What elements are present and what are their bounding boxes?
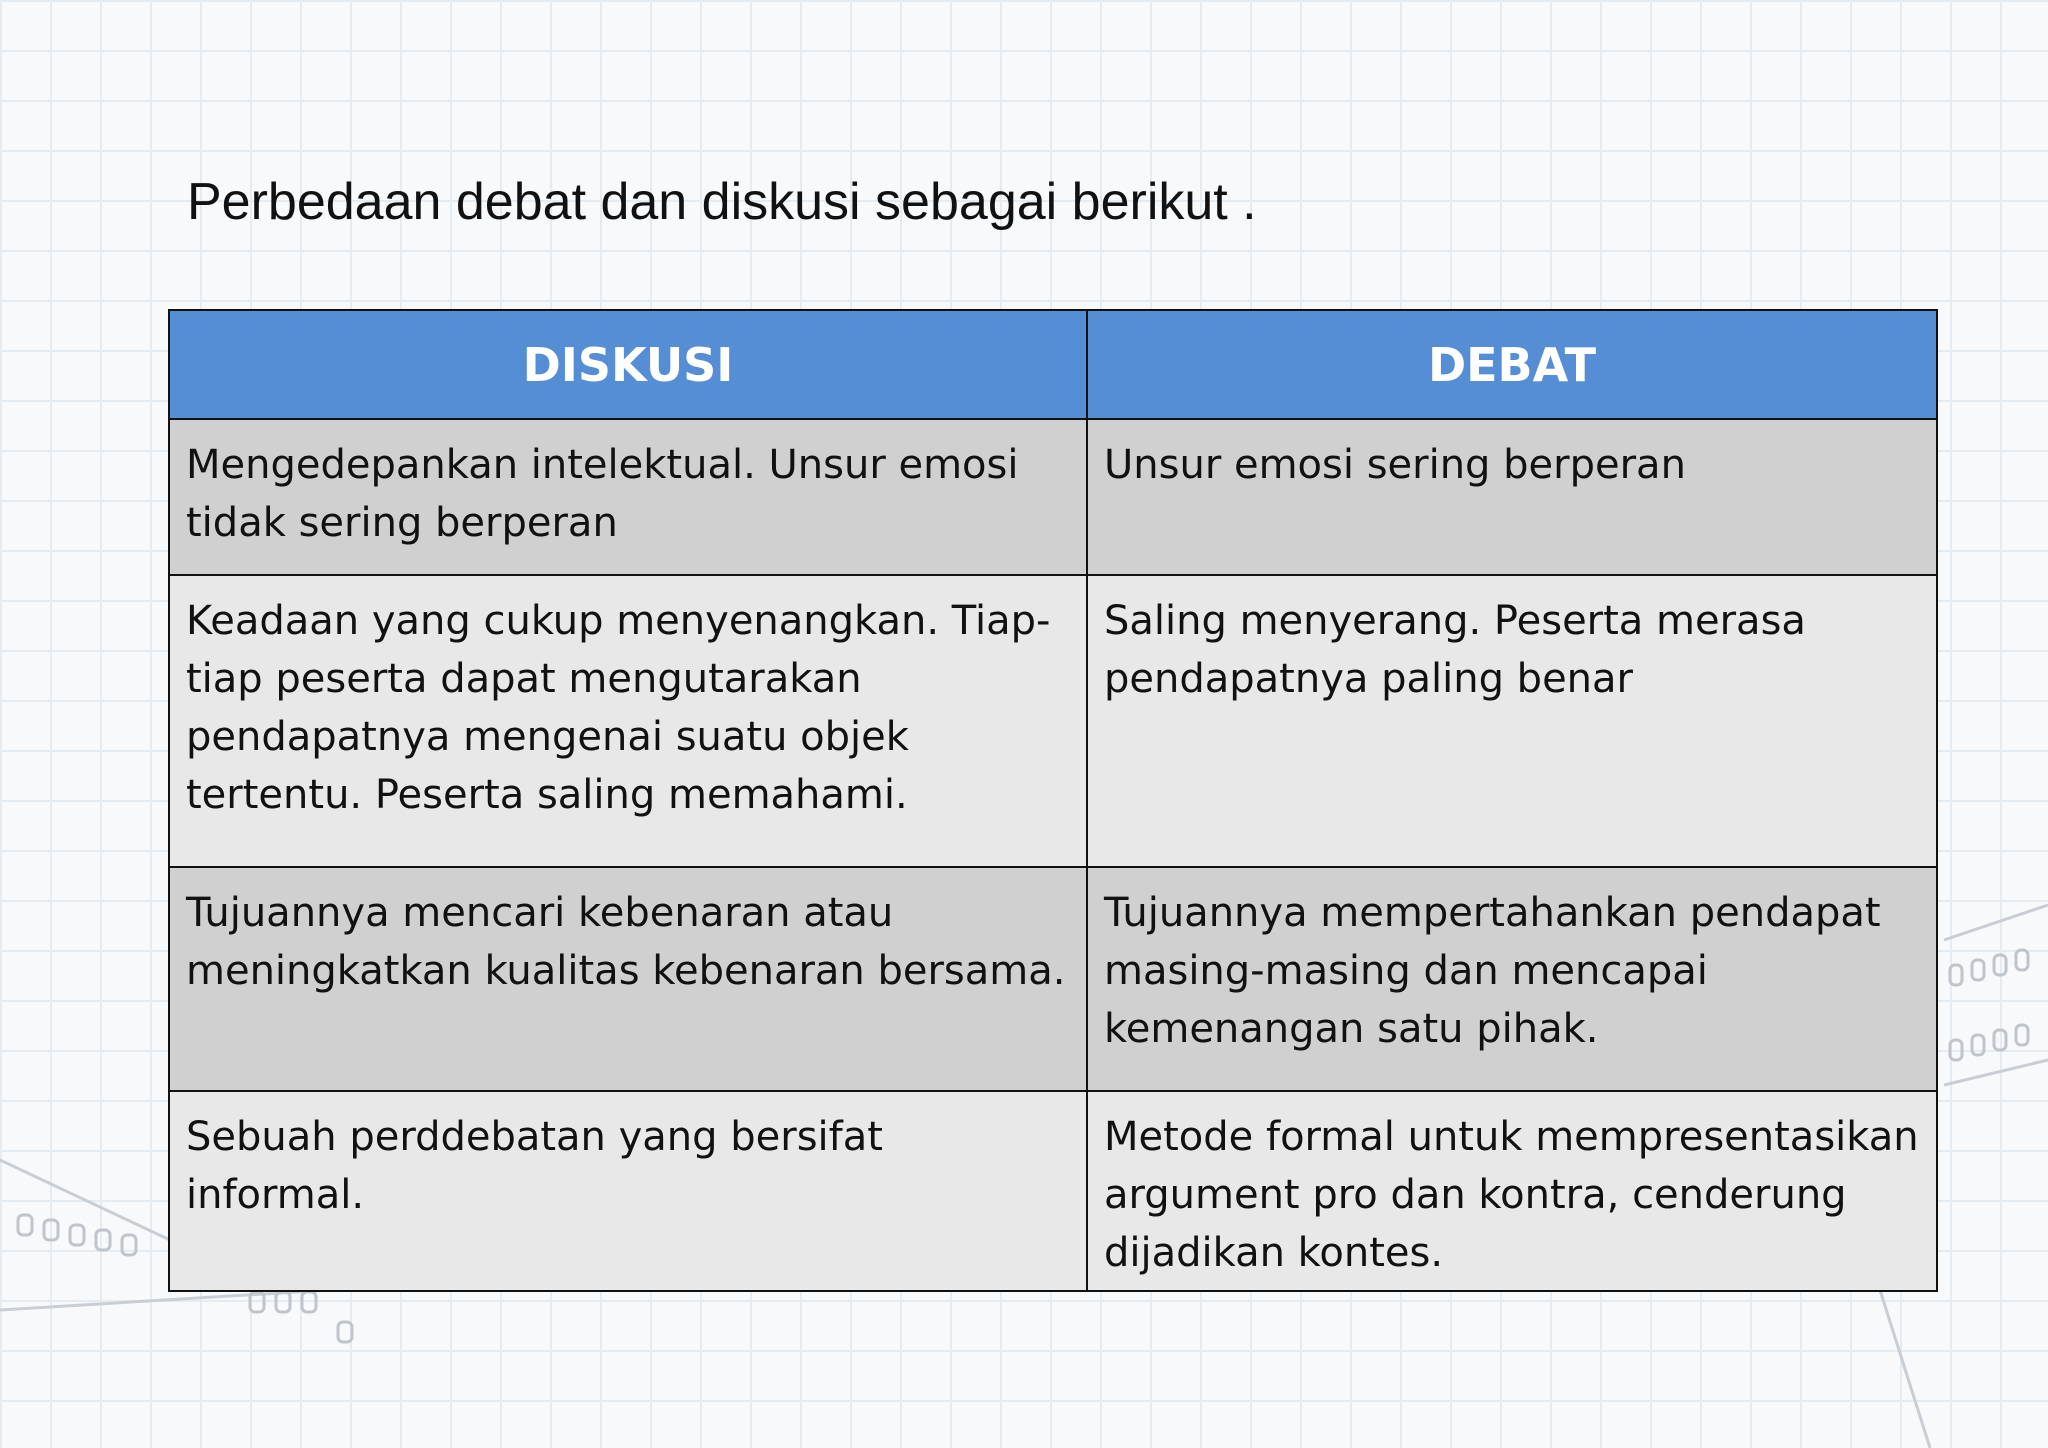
table-row	[169, 1091, 1937, 1291]
header-diskusi: DISKUSI	[169, 310, 1087, 419]
table-row	[169, 575, 1937, 867]
cell-diskusi: Mengedepankan intelektual. Unsur emosi tidak sering berperan	[169, 419, 1087, 575]
table-row	[169, 867, 1937, 1091]
cell-debat: Unsur emosi sering berperan	[1087, 419, 1937, 575]
table-row	[169, 419, 1937, 575]
comparison-table	[168, 309, 1938, 1292]
cell-debat: Metode formal untuk mempresentasikan argument pro dan kontra, cenderung dijadikan kontes.	[1087, 1091, 1937, 1291]
cell-diskusi: Sebuah perddebatan yang bersifat informal.	[169, 1091, 1087, 1291]
cell-diskusi: Keadaan yang cukup menyenangkan. Tiap-tiap peserta dapat mengutarakan pendapatnya mengenai suatu objek tertentu. Peserta saling memahami.	[169, 575, 1087, 867]
slide-title: Perbedaan debat dan diskusi sebagai berikut .	[187, 173, 1257, 231]
header-debat: DEBAT	[1087, 310, 1937, 419]
cell-diskusi: Tujuannya mencari kebenaran atau meningkatkan kualitas kebenaran bersama.	[169, 867, 1087, 1091]
cell-debat: Tujuannya mempertahankan pendapat masing-masing dan mencapai kemenangan satu pihak.	[1087, 867, 1937, 1091]
table-header-row	[169, 310, 1937, 419]
cell-debat: Saling menyerang. Peserta merasa pendapatnya paling benar	[1087, 575, 1937, 867]
